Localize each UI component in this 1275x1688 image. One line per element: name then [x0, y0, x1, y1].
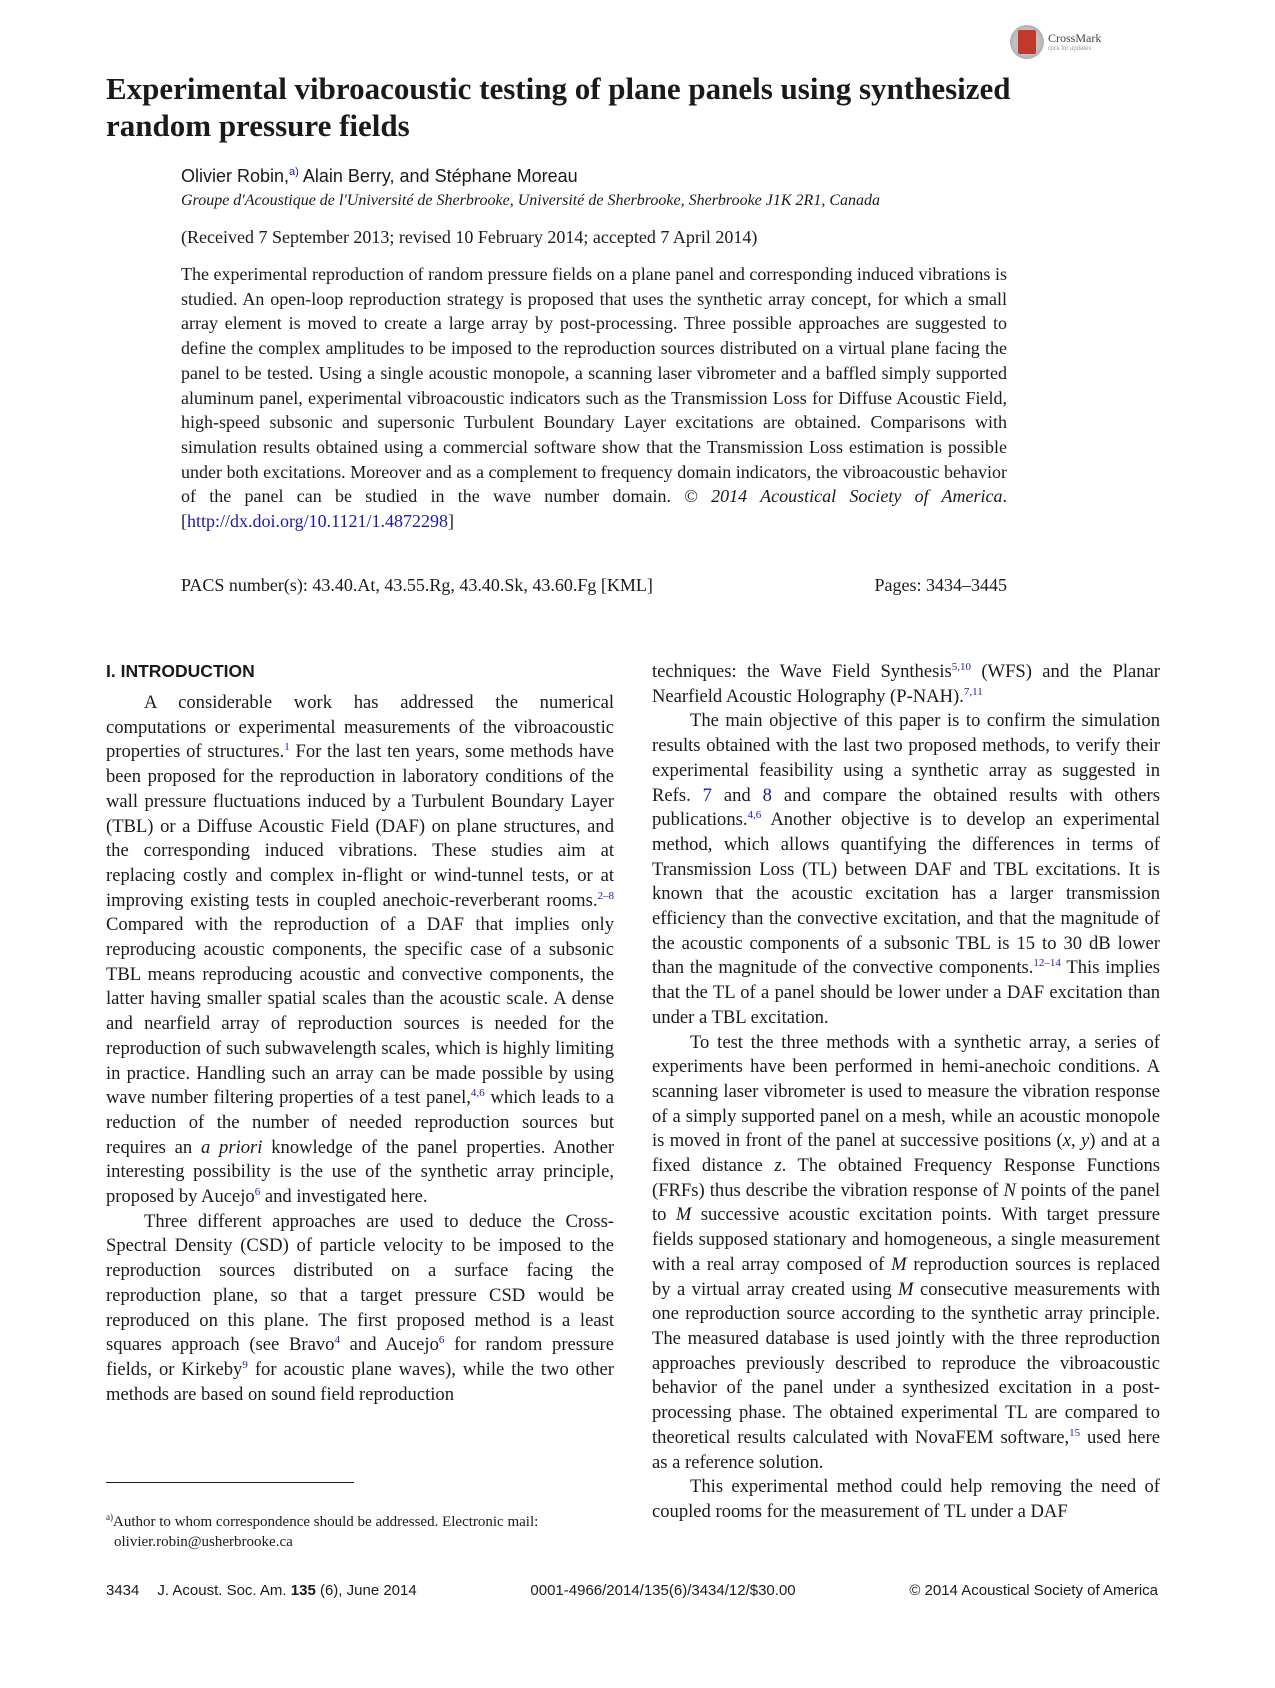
citation-link[interactable]: 9	[242, 1358, 248, 1371]
section-heading-introduction: I. INTRODUCTION	[106, 661, 255, 681]
abstract-copyright: 2014 Acoustical Society of America	[711, 486, 1003, 507]
math-var: z	[774, 1155, 782, 1177]
citation-link[interactable]: 4	[334, 1334, 340, 1347]
footnote-email[interactable]: olivier.robin@usherbrooke.ca	[114, 1534, 293, 1550]
text: ,	[1071, 1130, 1082, 1152]
journal-issue: (6), June 2014	[315, 1582, 417, 1599]
doi-bracket-close: ]	[448, 511, 455, 532]
citation-link[interactable]: 4,6	[747, 809, 762, 822]
crossmark-sublabel: click for updates	[1048, 46, 1092, 52]
citation-link[interactable]: 12–14	[1033, 957, 1061, 970]
citation-link[interactable]: 1	[284, 741, 290, 754]
math-var: x	[1062, 1130, 1072, 1152]
paragraph-2	[106, 1210, 614, 1408]
affiliation: Groupe d'Acoustique de l'Université de Sherbrooke, Université de Sherbrooke, Sherbrooke J1K 2R1, Canada	[181, 192, 880, 209]
text: The main objective of this paper is to confirm the simulation results obtained with the last two proposed methods, to verify their experimental feasibility using a synthetic array as suggested in Refs.	[652, 710, 1160, 806]
pacs-row	[181, 575, 1007, 596]
reference-link[interactable]: 8	[762, 784, 772, 806]
text: Another objective is to develop an experimental method, which allows quantifying the differences in terms of Transmission Loss (TL) between DAF and TBL excitations. It is known that the acoustic excitation has a larger transmission efficiency than the convective excitation, and that the magnitude of the acoustic components of a subsonic TBL is 15 to 30 dB lower than the magnitude of the convective components.	[652, 809, 1160, 979]
page-footer	[106, 1582, 1158, 1599]
text: and investigated here.	[260, 1186, 428, 1208]
math-var: M	[891, 1253, 907, 1275]
paragraph-1	[106, 691, 614, 1210]
paragraph-3	[652, 709, 1160, 1030]
reference-link[interactable]: 7	[702, 784, 712, 806]
citation-link[interactable]: 6	[254, 1185, 261, 1198]
paragraph-5	[652, 1475, 1160, 1524]
page-number: 3434	[106, 1582, 140, 1599]
footer-citation	[106, 1582, 417, 1599]
math-var: M	[898, 1278, 914, 1300]
left-column	[106, 660, 614, 1407]
author-first: Olivier Robin,	[181, 166, 290, 186]
text: and Aucejo	[339, 1334, 439, 1356]
text: reproduction sources is replaced by a virtual array created using	[652, 1253, 1160, 1300]
citation-link[interactable]: 2–8	[597, 889, 614, 902]
copyright-symbol: ©	[684, 486, 712, 507]
text: for random pressure fields, or Kirkeby	[106, 1334, 614, 1380]
footnote	[106, 1512, 614, 1552]
citation-link[interactable]: 7,11	[963, 685, 983, 698]
footer-copyright: © 2014 Acoustical Society of America	[909, 1582, 1158, 1599]
text: points of the panel to	[652, 1179, 1160, 1226]
text: used here as a reference solution.	[652, 1426, 1160, 1473]
journal-volume: 135	[290, 1582, 316, 1599]
crossmark-badge[interactable]	[1010, 22, 1120, 62]
text: For the last ten years, some methods have been proposed for the reproduction in laboratory conditions of the wall pressure fluctuations induced by a Turbulent Boundary Layer (TBL) or a Diffuse Acoustic Field (DAF) on plane structures, and the corresponding induced vibrations. These studies aim at replacing costly and complex in-flight or wind-tunnel tests, or at improving existing tests in coupled anechoic-reverberant rooms.	[106, 741, 614, 911]
text: (WFS) and the Planar Nearfield Acoustic Holography (P-NAH).	[652, 661, 1160, 707]
doi-link[interactable]: http://dx.doi.org/10.1121/1.4872298	[187, 511, 449, 532]
text: ) and at a fixed distance	[652, 1130, 1161, 1177]
citation-link[interactable]: 5,10	[951, 660, 971, 673]
crossmark-label: CrossMark	[1048, 31, 1102, 45]
citation-link[interactable]: 4,6	[470, 1087, 485, 1100]
text: and compare the obtained results with others publications.	[652, 784, 1160, 831]
math-var: y	[1081, 1130, 1090, 1152]
abstract	[181, 262, 1007, 534]
text: Three different approaches are used to deduce the Cross-Spectral Density (CSD) of particle velocity to be imposed to the reproduction sources distributed on a surface facing the reproduction plane, so that a target pressure CSD would be reproduced on this plane. The first proposed method is a least squares approach (see Bravo	[106, 1210, 614, 1356]
footnote-divider	[106, 1482, 354, 1483]
pacs-numbers: PACS number(s): 43.40.At, 43.55.Rg, 43.40.Sk, 43.60.Fg [KML]	[181, 575, 653, 595]
text: Compared with the reproduction of a DAF that implies only reproducing acoustic components, the specific case of a subsonic TBL means reproducing acoustic and convective components, the latter having smaller spatial scales than the acoustic scale. A dense and nearfield array of reproduction sources is needed for the reproduction of such subwavelength scales, which is highly limiting in practice. Handling such an array can be made possible by using wave number filtering properties of a test panel,	[106, 914, 614, 1109]
paper-title: Experimental vibroacoustic testing of plane panels using synthesized random pressure fields	[106, 71, 1011, 143]
citation-link[interactable]: 6	[438, 1334, 445, 1347]
text: . The obtained Frequency Response Functions (FRFs) thus describe the vibration response of	[652, 1155, 1161, 1201]
author-list	[181, 166, 578, 187]
footnote-text: Author to whom correspondence should be addressed. Electronic mail:	[113, 1514, 539, 1530]
text: To test the three methods with a synthetic array, a series of experiments have been performed in hemi-anechoic conditions. A scanning laser vibrometer is used to measure the vibration response of a simply supported panel on a mesh, while an acoustic monopole is moved in front of the panel at successive positions (	[652, 1031, 1160, 1152]
italic-text: a priori	[200, 1136, 263, 1158]
crossmark-icon	[1010, 25, 1044, 59]
math-var: N	[1003, 1179, 1016, 1201]
footer-code: 0001-4966/2014/135(6)/3434/12/$30.00	[530, 1582, 796, 1599]
journal-name: J. Acoust. Soc. Am.	[157, 1582, 291, 1599]
abstract-text: The experimental reproduction of random pressure fields on a plane panel and corresponding induced vibrations is studied. An open-loop reproduction strategy is proposed that uses the synthetic array concept, for which a small array element is moved to create a large array by post-processing. Three possible approaches are suggested to define the complex amplitudes to be imposed to the reproduction sources distributed on a virtual plane facing the panel to be tested. Using a single acoustic monopole, a scanning laser vibrometer and a baffled simply supported aluminum panel, experimental vibroacoustic indicators such as the Transmission Loss for Diffuse Acoustic Field, high-speed subsonic and supersonic Turbulent Boundary Layer excitations are obtained. Comparisons with simulation results obtained using a commercial software show that the Transmission Loss estimation is possible under both excitations. Moreover and as a complement to frequency domain indicators, the vibroacoustic behavior of the panel can be studied in the wave number domain.	[181, 264, 1007, 507]
text: techniques: the Wave Field Synthesis	[652, 661, 952, 682]
citation-link[interactable]: 15	[1069, 1426, 1081, 1439]
math-var: M	[675, 1204, 692, 1226]
text: and	[711, 784, 763, 806]
text: knowledge of the panel properties. Another interesting possibility is the use of the synthetic array principle, proposed by Aucejo	[106, 1136, 615, 1208]
paragraph-2-continued	[652, 660, 1160, 709]
right-column	[652, 660, 1160, 1525]
author-footnote-marker[interactable]: a)	[289, 166, 299, 178]
received-dates: (Received 7 September 2013; revised 10 February 2014; accepted 7 April 2014)	[181, 227, 758, 247]
text: This experimental method could help removing the need of coupled rooms for the measurement of TL under a DAF	[652, 1476, 1160, 1522]
text: consecutive measurements with one reproduction source according to the synthetic array principle. The measured database is used jointly with the three reproduction approaches previously described to reproduce the vibroacoustic behavior of the panel under a synthesized excitation in a post-processing phase. The obtained experimental TL are compared to theoretical results calculated with NovaFEM software,	[652, 1278, 1160, 1448]
footnote-marker: a)	[106, 1512, 113, 1522]
text: A considerable work has addressed the numerical computations or experimental measurements of the vibroacoustic properties of structures.	[106, 692, 614, 763]
text: for acoustic plane waves), while the two other methods are based on sound field reproduction	[106, 1358, 614, 1405]
page-range: Pages: 3434–3445	[874, 575, 1007, 595]
doi-bracket-open: . [	[181, 486, 1007, 532]
text: This implies that the TL of a panel should be lower under a DAF excitation than under a TBL excitation.	[652, 957, 1160, 1028]
author-rest: Alain Berry, and Stéphane Moreau	[298, 166, 578, 186]
text: which leads to a reduction of the number of needed reproduction sources but requires an	[106, 1087, 614, 1158]
paragraph-4	[652, 1031, 1160, 1476]
text: successive acoustic excitation points. With target pressure fields supposed stationary and homogeneous, a single measurement with a real array composed of	[652, 1204, 1160, 1275]
